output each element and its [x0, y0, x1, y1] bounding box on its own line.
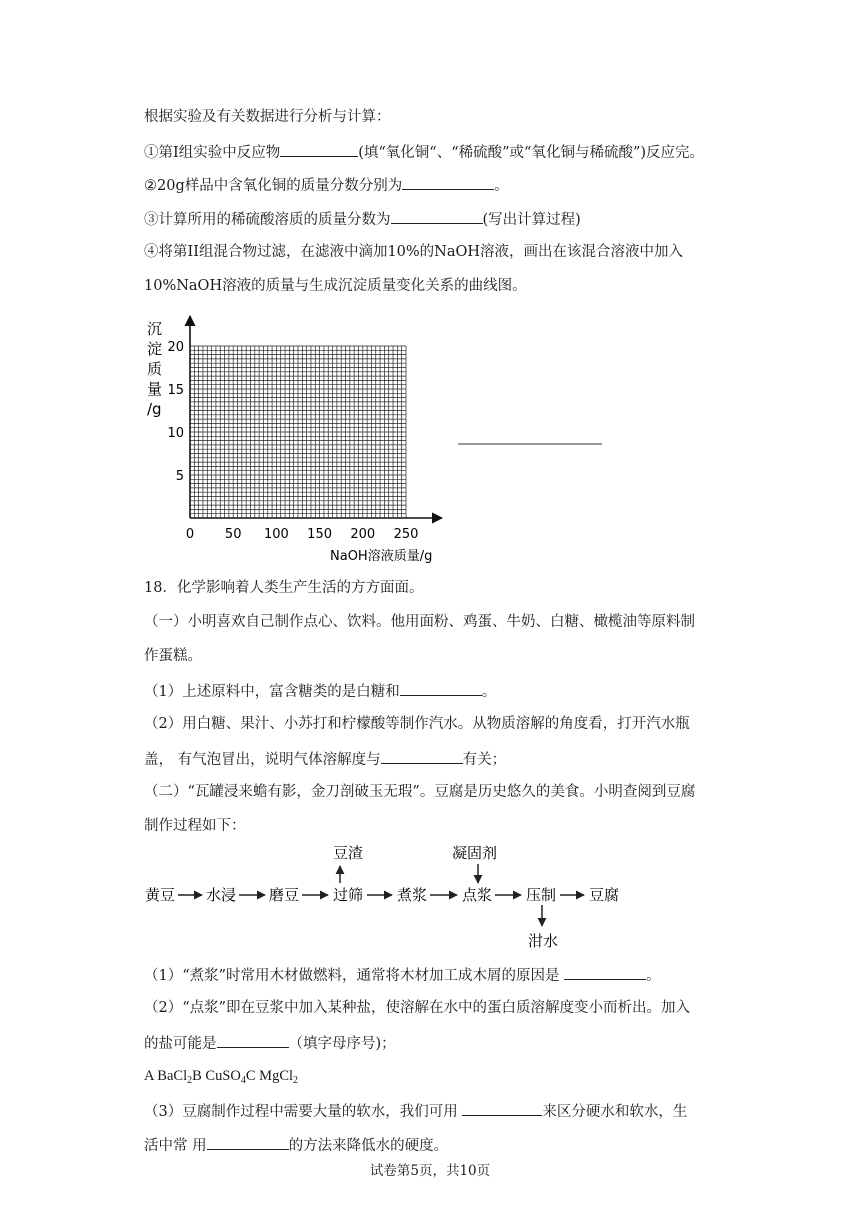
- option-c-text: C MgCl: [245, 1068, 294, 1084]
- question-1-tail: (填“氧化铜“、“稀硫酸”或“氧化铜与稀硫酸”)反应完。: [358, 145, 705, 161]
- question-4-line2: 10%NaOH溶液的质量与生成沉淀质量变化关系的曲线图。: [144, 278, 527, 294]
- part-2-question-1: [144, 964, 661, 986]
- x-tick-label: 200: [350, 527, 376, 542]
- grid-lines: [190, 346, 406, 518]
- y-tick-label: 5: [175, 469, 184, 484]
- answer-blank[interactable]: [462, 1100, 542, 1116]
- part-1-question-2-line1: （2）用白糖、果汁、小苏打和柠檬酸等制作汽水。从物质溶解的角度看，打开汽水瓶: [144, 716, 690, 732]
- part-2-question-3-text: （3）豆腐制作过程中需要大量的软水，我们可用: [144, 1104, 463, 1120]
- part-2-question-1-text: （1）“煮浆”时常用木材做燃料，通常将木材加工成木屑的原因是: [144, 968, 565, 984]
- question-2-text: ②20g样品中含氧化铜的质量分数分别为: [144, 178, 403, 194]
- y-axis-label: [147, 320, 162, 418]
- part-1-question-2-line2: [144, 748, 506, 770]
- flow-step-soybean: 黄豆: [145, 886, 176, 904]
- y-tick-label: 10: [167, 426, 184, 441]
- question-1: [144, 141, 704, 163]
- question-18-title: 18．化学影响着人类生产生活的方方面面。: [144, 580, 424, 596]
- flow-byproduct-okara: 豆渣: [333, 844, 364, 862]
- flow-step-sieve: 过筛: [333, 886, 364, 904]
- part-2-question-3-line1: [144, 1100, 687, 1122]
- page-footer: 试卷第5页，共10页: [369, 1163, 491, 1179]
- part-2-line2: 制作过程如下：: [144, 818, 246, 834]
- y-axis-label-char: 沉: [147, 320, 163, 338]
- option-b-text: B CuSO: [192, 1068, 241, 1084]
- part-1-line1: （一）小明喜欢自己制作点心、饮料。他用面粉、鸡蛋、牛奶、白糖、橄榄油等原料制: [144, 614, 695, 630]
- answer-blank[interactable]: [381, 748, 463, 764]
- x-tick-label: 250: [393, 527, 419, 542]
- part-2-question-2-tail: （填字母序号)；: [288, 1036, 396, 1052]
- answer-blank[interactable]: [391, 208, 483, 224]
- flow-byproduct-whey: 泔水: [528, 932, 559, 950]
- option-a-text: A BaCl: [144, 1068, 188, 1084]
- option-c: [246, 1068, 298, 1084]
- answer-blank[interactable]: [400, 680, 482, 696]
- flow-step-soak: 水浸: [206, 886, 237, 904]
- x-tick-label: 150: [307, 527, 333, 542]
- flow-step-tofu: 豆腐: [589, 886, 620, 904]
- answer-blank[interactable]: [564, 964, 646, 980]
- option-a: [144, 1068, 192, 1084]
- question-3-text: ③计算所用的稀硫酸溶质的质量分数为: [144, 212, 391, 228]
- part-1-question-1: [144, 680, 496, 702]
- part-1-question-1-tail: 。: [481, 684, 497, 700]
- y-axis-label-char: /g: [147, 400, 162, 418]
- x-tick-label: 100: [263, 527, 289, 542]
- y-axis-label-char: 质: [147, 360, 163, 378]
- part-2-question-3-line2-text: 活中常 用: [144, 1138, 207, 1154]
- part-2-question-2-text: 的盐可能是: [144, 1036, 217, 1052]
- question-2-tail: 。: [494, 178, 509, 194]
- part-1-question-2-tail: 有关；: [462, 752, 507, 768]
- answer-blank[interactable]: [217, 1032, 289, 1048]
- part-2-line1: （二）“瓦罐浸来蟾有影，金刀剖破玉无瑕”。豆腐是历史悠久的美食。小明查阅到豆腐: [144, 784, 696, 800]
- option-a-subscript: 2: [187, 1075, 193, 1086]
- question-3-tail: (写出计算过程): [482, 212, 581, 228]
- tick-labels: [167, 340, 418, 542]
- x-axis-label: NaOH溶液质量/g: [330, 549, 433, 564]
- question-4-line1: ④将第II组混合物过滤，在滤液中滴加10%的NaOH溶液，画出在该混合溶液中加入: [144, 244, 684, 260]
- part-2-question-2-line2: [144, 1032, 396, 1054]
- answer-options: [144, 1066, 298, 1091]
- intro-text: 根据实验及有关数据进行分析与计算：: [144, 109, 391, 125]
- answer-blank[interactable]: [402, 174, 494, 190]
- question-2: [144, 174, 509, 196]
- question-1-text: ①第I组实验中反应物: [144, 145, 281, 161]
- y-tick-label: 20: [167, 340, 184, 355]
- answer-blank[interactable]: [280, 141, 358, 157]
- part-2-question-3-line2: [144, 1134, 448, 1156]
- flow-input-coagulant: 凝固剂: [452, 844, 498, 862]
- flow-step-grind: 磨豆: [269, 886, 300, 904]
- y-axis-label-char: 量: [147, 380, 163, 398]
- flow-step-press: 压制: [526, 886, 557, 904]
- chart-grid[interactable]: [140, 312, 610, 567]
- flow-step-coagulate: 点浆: [462, 886, 493, 904]
- part-2-question-2-line1: （2）“点浆”即在豆浆中加入某种盐，使溶解在水中的蛋白质溶解度变小而析出。加入: [144, 1000, 691, 1016]
- option-c-subscript: 2: [293, 1075, 299, 1086]
- part-2-question-1-tail: 。: [646, 968, 661, 984]
- question-3: [144, 208, 581, 230]
- answer-blank[interactable]: [207, 1134, 289, 1150]
- part-1-line2: 作蛋糕。: [144, 648, 202, 664]
- x-tick-label: 50: [224, 527, 242, 542]
- part-2-question-3-line2-tail: 的方法来降低水的硬度。: [288, 1138, 449, 1154]
- part-1-question-1-text: （1）上述原料中，富含糖类的是白糖和: [144, 684, 400, 700]
- option-b-subscript: 4: [240, 1075, 246, 1086]
- y-axis-label-char: 淀: [147, 340, 163, 358]
- x-tick-label: 0: [185, 527, 195, 542]
- flow-step-boil: 煮浆: [397, 886, 428, 904]
- tofu-process-flowchart: [140, 838, 640, 958]
- part-1-question-2-text: 盖， 有气泡冒出，说明气体溶解度与: [144, 752, 381, 768]
- part-2-question-3-tail: 来区分硬水和软水，生: [542, 1104, 688, 1120]
- option-b: [192, 1068, 246, 1084]
- y-tick-label: 15: [167, 383, 184, 398]
